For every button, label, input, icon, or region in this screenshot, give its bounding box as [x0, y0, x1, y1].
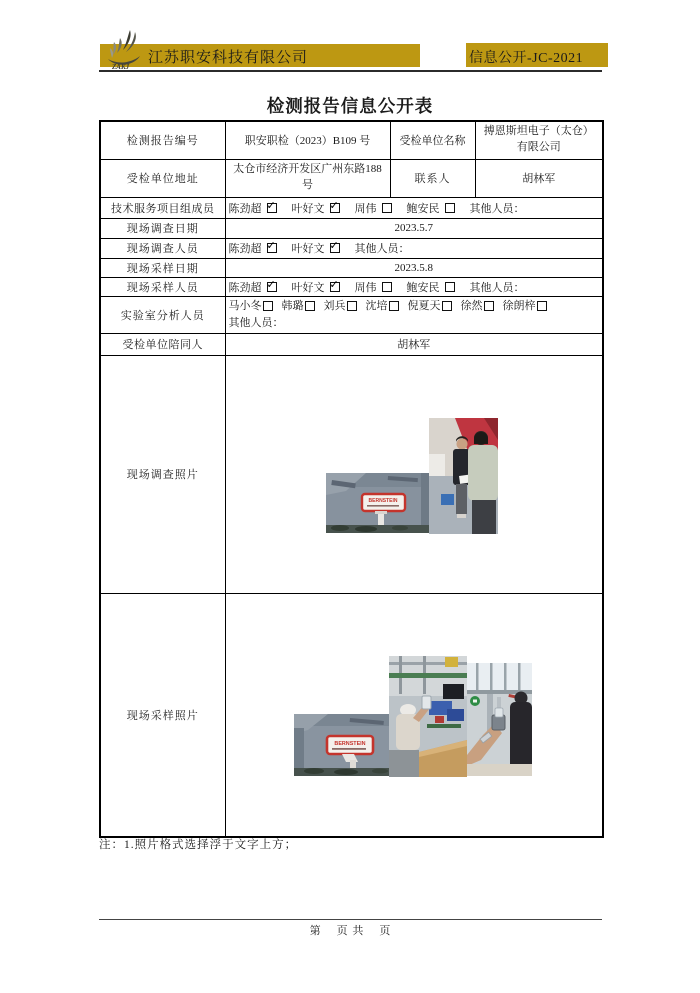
team-label: 技术服务项目组成员 [100, 197, 225, 218]
table-row [100, 277, 603, 296]
page-title: 检测报告信息公开表 [266, 96, 434, 116]
person-checkbox-group [229, 298, 273, 315]
person-checkbox-group [229, 279, 277, 295]
bernstein-sign-text: BERNSTEIN [333, 740, 366, 747]
person-name: 韩璐 [281, 299, 304, 312]
survey-staff-label: 现场调查人员 [100, 238, 225, 258]
sample-photo-machine [294, 714, 399, 776]
person-checkbox-group [503, 298, 547, 315]
table-row [100, 355, 603, 593]
sample-staff-label: 现场采样人员 [100, 277, 225, 296]
table-row [100, 296, 603, 333]
sample-date-value: 2023.5.8 [225, 258, 603, 277]
team-members-cell [225, 197, 603, 218]
person-name: 周伟 [354, 202, 377, 215]
person-name: 马小冬 [228, 299, 262, 312]
person-checkbox-group [461, 298, 494, 315]
sample-photos-cell [225, 593, 603, 837]
report-number-value: 职安职检（2023）B109 号 [225, 121, 390, 159]
table-row [100, 159, 603, 197]
others-label: 其他人员： [469, 202, 525, 215]
person-checkbox-group [407, 200, 455, 216]
table-row [100, 218, 603, 238]
others-label: 其他人员： [354, 243, 410, 255]
table-row [100, 258, 603, 277]
checkbox[interactable] [267, 203, 277, 213]
escort-value: 胡林军 [225, 333, 603, 355]
person-checkbox-group [229, 200, 277, 216]
person-name: 沈培 [365, 299, 388, 312]
contact-value: 胡林军 [475, 159, 603, 197]
survey-photo-machine [326, 473, 429, 533]
person-checkbox-group [229, 240, 277, 256]
company-logo-icon [102, 28, 148, 72]
checkbox[interactable] [537, 301, 547, 311]
doc-code: 信息公开-JC-2021 [469, 51, 584, 66]
footer-divider [99, 919, 602, 920]
checkbox[interactable] [445, 282, 455, 292]
company-name: 江苏职安科技有限公司 [148, 50, 309, 66]
sample-photo-line [389, 656, 467, 777]
sample-date-label: 现场采样日期 [100, 258, 225, 277]
person-checkbox-group [292, 279, 340, 295]
checkbox[interactable] [330, 243, 340, 253]
others-label: 其他人员： [469, 281, 525, 294]
contact-label: 联系人 [390, 159, 475, 197]
lab-staff-members [229, 298, 600, 315]
disclosure-form-table [99, 120, 604, 838]
survey-staff-members [229, 240, 600, 256]
survey-staff-cell [225, 238, 603, 258]
person-name: 鲍安民 [406, 202, 440, 215]
survey-date-value: 2023.5.7 [225, 218, 603, 238]
checkbox[interactable] [442, 301, 452, 311]
header-divider [99, 70, 602, 72]
person-checkbox-group [324, 298, 357, 315]
person-name: 陈劲超 [228, 281, 262, 294]
checkbox[interactable] [389, 301, 399, 311]
person-name: 叶好文 [291, 281, 325, 294]
person-checkbox-group [282, 298, 315, 315]
person-name: 周伟 [354, 281, 377, 294]
unit-address-value: 太仓市经济开发区广州东路188 号 [225, 159, 390, 197]
person-checkbox-group [366, 298, 399, 315]
logo-text: ZAKJ [112, 63, 130, 71]
person-checkbox-group [292, 200, 340, 216]
person-name: 刘兵 [323, 299, 346, 312]
sample-staff-members [229, 279, 600, 295]
page-number-text: 第 页 共 页 [309, 925, 392, 937]
table-row [100, 238, 603, 258]
checkbox[interactable] [330, 203, 340, 213]
person-name: 叶好文 [291, 243, 325, 255]
person-name: 陈劲超 [228, 202, 262, 215]
report-number-label: 检测报告编号 [100, 121, 225, 159]
survey-photos-label: 现场调查照片 [100, 355, 225, 593]
lab-staff-label: 实验室分析人员 [100, 296, 225, 333]
escort-label: 受检单位陪同人 [100, 333, 225, 355]
checkbox[interactable] [484, 301, 494, 311]
checkbox[interactable] [445, 203, 455, 213]
table-row [100, 593, 603, 837]
table-row [100, 121, 603, 159]
checkbox[interactable] [330, 282, 340, 292]
team-members [229, 200, 600, 216]
survey-photos-cell [225, 355, 603, 593]
lab-staff-cell [225, 296, 603, 333]
survey-date-label: 现场调查日期 [100, 218, 225, 238]
unit-name-value: 搏恩斯坦电子（太仓）有限公司 [475, 121, 603, 159]
checkbox[interactable] [263, 301, 273, 311]
person-name: 鲍安民 [406, 281, 440, 294]
survey-photo-people [429, 418, 498, 534]
checkbox[interactable] [305, 301, 315, 311]
bernstein-sign-text: BERNSTEIN [368, 497, 397, 504]
person-name: 徐然 [460, 299, 483, 312]
unit-name-label: 受检单位名称 [390, 121, 475, 159]
person-checkbox-group [407, 279, 455, 295]
checkbox[interactable] [382, 203, 392, 213]
table-row [100, 333, 603, 355]
person-name: 叶好文 [291, 202, 325, 215]
person-name: 倪夏天 [407, 299, 441, 312]
sample-photos-label: 现场采样照片 [100, 593, 225, 837]
note-text: 注：1.照片格式选择浮于文字上方； [99, 839, 298, 851]
others-label: 其他人员： [228, 316, 284, 329]
person-name: 徐朗梓 [502, 299, 536, 312]
person-checkbox-group [408, 298, 452, 315]
unit-address-label: 受检单位地址 [100, 159, 225, 197]
person-checkbox-group [355, 200, 392, 216]
table-row [100, 197, 603, 218]
checkbox[interactable] [267, 282, 277, 292]
person-checkbox-group [355, 279, 392, 295]
sample-staff-cell [225, 277, 603, 296]
checkbox[interactable] [267, 243, 277, 253]
person-checkbox-group [292, 240, 340, 256]
sample-photo-pump [467, 663, 532, 776]
checkbox[interactable] [382, 282, 392, 292]
person-name: 陈劲超 [228, 243, 262, 255]
checkbox[interactable] [347, 301, 357, 311]
